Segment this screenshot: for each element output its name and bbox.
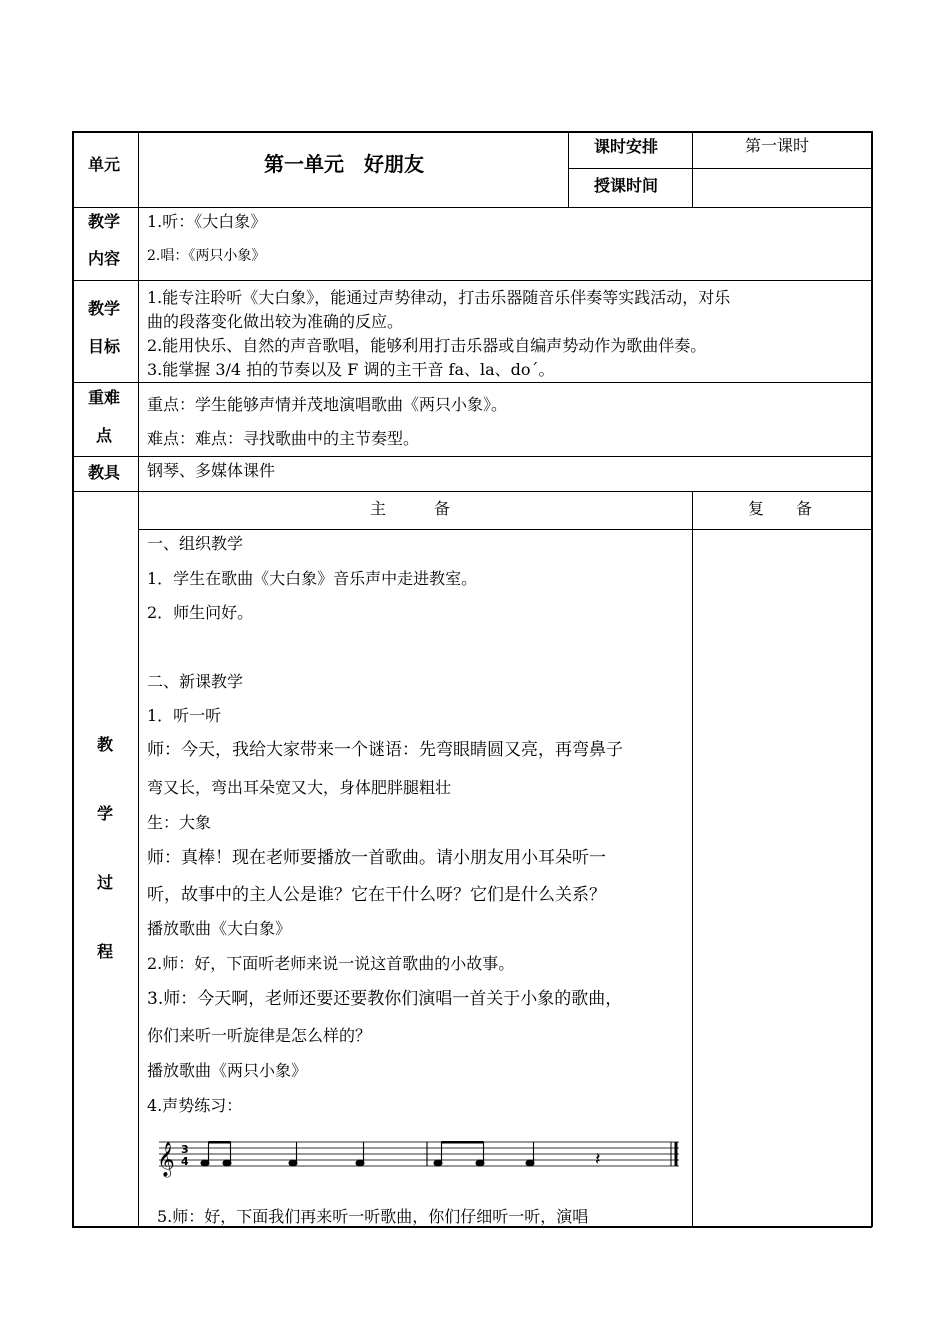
process-line: 你们来听一听旋律是怎么样的？ — [147, 1026, 372, 1045]
content-label-line2: 内容 — [88, 249, 121, 268]
process-line: 生：大象 — [147, 813, 212, 832]
process-line: 播放歌曲《两只小象》 — [147, 1061, 308, 1080]
row-divider-content — [72, 280, 872, 281]
goal-line: 3.能掌握 3/4 拍的节奏以及 F 调的主干音 fa、la、do´。 — [147, 360, 555, 379]
key-difficulty: 难点：难点：寻找歌曲中的主节奏型。 — [147, 429, 420, 448]
process-label-char: 教 — [97, 735, 114, 754]
goal-line: 1.能专注聆听《大白象》，能通过声势律动，打击乐器随音乐伴奏等实践活动，对乐 — [147, 288, 731, 307]
teaching-time-label: 授课时间 — [594, 176, 659, 195]
quarter-rest-icon: 𝄽 — [595, 1149, 601, 1170]
process-column-divider — [692, 491, 693, 1227]
goal-line: 2.能用快乐、自然的声音歌唱，能够利用打击乐器或自编声势动作为歌曲伴奏。 — [147, 336, 707, 355]
header-column-divider-1 — [568, 131, 569, 208]
goals-label-line2: 目标 — [88, 337, 121, 356]
process-line: 1．学生在歌曲《大白象》音乐声中走进教室。 — [147, 569, 478, 588]
schedule-value: 第一课时 — [745, 136, 810, 155]
label-column-divider — [138, 131, 139, 1227]
row-divider-keypoints — [72, 456, 872, 457]
content-item-listen: 1.听：《大白象》 — [147, 212, 267, 231]
note-head — [434, 1160, 442, 1166]
treble-clef-icon: 𝄞 — [157, 1142, 175, 1177]
keypoints-label-line1: 重难 — [88, 388, 121, 407]
process-line: 听，故事中的主人公是谁？它在干什么呀？它们是什么关系？ — [147, 885, 606, 905]
process-line: 二、新课教学 — [147, 672, 244, 691]
process-label-char: 程 — [97, 942, 114, 961]
content-item-sing: 2.唱：《两只小象》 — [147, 248, 266, 264]
row-divider-goals — [72, 382, 872, 383]
tools-label: 教具 — [88, 463, 121, 482]
row-divider-tools — [72, 491, 872, 492]
table-left-border — [72, 131, 74, 1227]
unit-label: 单元 — [88, 155, 121, 174]
tools-value: 钢琴、多媒体课件 — [147, 461, 276, 480]
rhythm-staff — [155, 1134, 685, 1180]
row-divider-process-header — [138, 529, 872, 530]
goals-label-line1: 教学 — [88, 299, 121, 318]
note-head — [476, 1160, 484, 1166]
content-label-line1: 教学 — [88, 212, 121, 231]
table-right-border — [871, 131, 873, 1227]
process-label-char: 学 — [97, 804, 114, 823]
note-head — [223, 1160, 231, 1166]
process-line: 5.师：好，下面我们再来听一听歌曲，你们仔细听一听，演唱 — [157, 1207, 589, 1226]
row-divider-header — [72, 207, 872, 208]
process-label-char: 过 — [97, 873, 114, 892]
process-line: 2.师：好，下面听老师来说一说这首歌曲的小故事。 — [147, 954, 515, 973]
main-prep-header: 主 备 — [370, 499, 451, 518]
review-prep-header: 复 备 — [748, 499, 813, 518]
table-top-border — [72, 131, 872, 133]
note-head — [289, 1160, 297, 1166]
time-signature-bottom: 4 — [181, 1155, 189, 1168]
note-head — [356, 1160, 364, 1166]
process-line: 2．师生问好。 — [147, 603, 254, 622]
process-line: 师：今天，我给大家带来一个谜语：先弯眼睛圆又亮，再弯鼻子 — [147, 740, 623, 760]
process-line: 弯又长，弯出耳朵宽又大，身体肥胖腿粗壮 — [147, 778, 452, 797]
process-line: 播放歌曲《大白象》 — [147, 919, 292, 938]
note-head — [526, 1160, 534, 1166]
time-signature-top: 3 — [181, 1143, 189, 1156]
unit-title: 第一单元 好朋友 — [264, 152, 424, 176]
key-focus: 重点：学生能够声情并茂地演唱歌曲《两只小象》。 — [147, 395, 508, 414]
header-column-divider-2 — [692, 131, 693, 208]
process-line: 1．听一听 — [147, 706, 222, 725]
process-line: 4.声势练习： — [147, 1096, 243, 1115]
process-line: 师：真棒！现在老师要播放一首歌曲。请小朋友用小耳朵听一 — [147, 848, 606, 868]
note-head — [201, 1160, 209, 1166]
keypoints-label-line2: 点 — [96, 426, 113, 445]
process-line: 一、组织教学 — [147, 534, 244, 553]
schedule-label: 课时安排 — [594, 137, 659, 156]
goal-line: 曲的段落变化做出较为准确的反应。 — [147, 312, 404, 331]
process-line: 3.师：今天啊，老师还要还要教你们演唱一首关于小象的歌曲， — [147, 989, 623, 1009]
row-divider-schedule — [568, 168, 872, 169]
